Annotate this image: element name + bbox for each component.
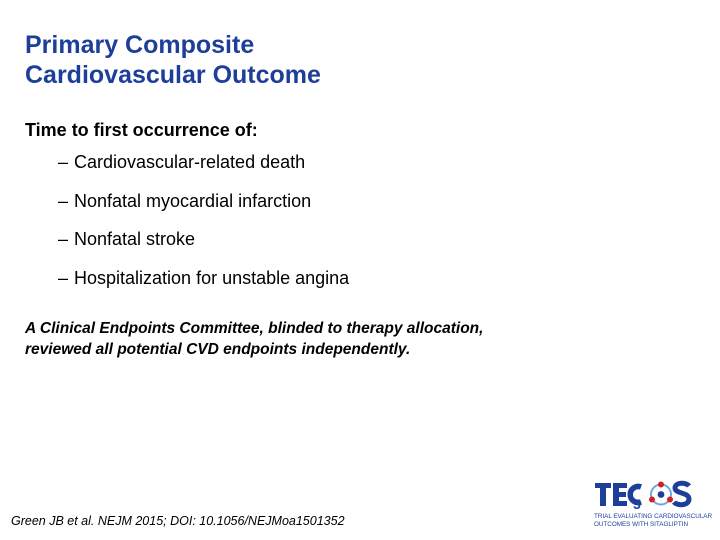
slide-title bbox=[25, 30, 321, 90]
bullet-item bbox=[58, 268, 349, 288]
bullet-text: Hospitalization for unstable angina bbox=[74, 267, 350, 288]
tecos-logo bbox=[592, 478, 714, 530]
note-line-2: reviewed all potential CVD endpoints independently. bbox=[25, 341, 411, 358]
bullet-item bbox=[58, 152, 349, 172]
logo-tagline-line-2: OUTCOMES WITH SITAGLIPTIN bbox=[594, 521, 688, 528]
title-line-2: Cardiovascular Outcome bbox=[25, 61, 321, 89]
note-line-1: A Clinical Endpoints Committee, blinded to therapy allocation, bbox=[25, 320, 484, 337]
intro-text: Time to first occurrence of: bbox=[25, 120, 258, 140]
dash-marker: – bbox=[58, 190, 69, 211]
bullet-item bbox=[58, 229, 349, 249]
committee-note bbox=[25, 318, 483, 360]
bullet-text: Nonfatal stroke bbox=[74, 229, 196, 249]
logo-tagline-line-1: TRIAL EVALUATING CARDIOVASCULAR bbox=[594, 513, 713, 520]
bullet-text: Nonfatal myocardial infarction bbox=[74, 190, 312, 211]
bullet-item bbox=[58, 191, 349, 211]
dash-marker: – bbox=[58, 152, 69, 172]
page-number: 5 bbox=[633, 496, 641, 512]
dash-marker: – bbox=[58, 229, 69, 249]
dash-marker: – bbox=[58, 267, 69, 288]
bullet-text: Cardiovascular-related death bbox=[74, 152, 306, 172]
bullet-list bbox=[58, 152, 349, 306]
title-line-1: Primary Composite bbox=[25, 31, 255, 59]
citation: Green JB et al. NEJM 2015; DOI: 10.1056/NEJMoa1501352 bbox=[11, 514, 345, 528]
